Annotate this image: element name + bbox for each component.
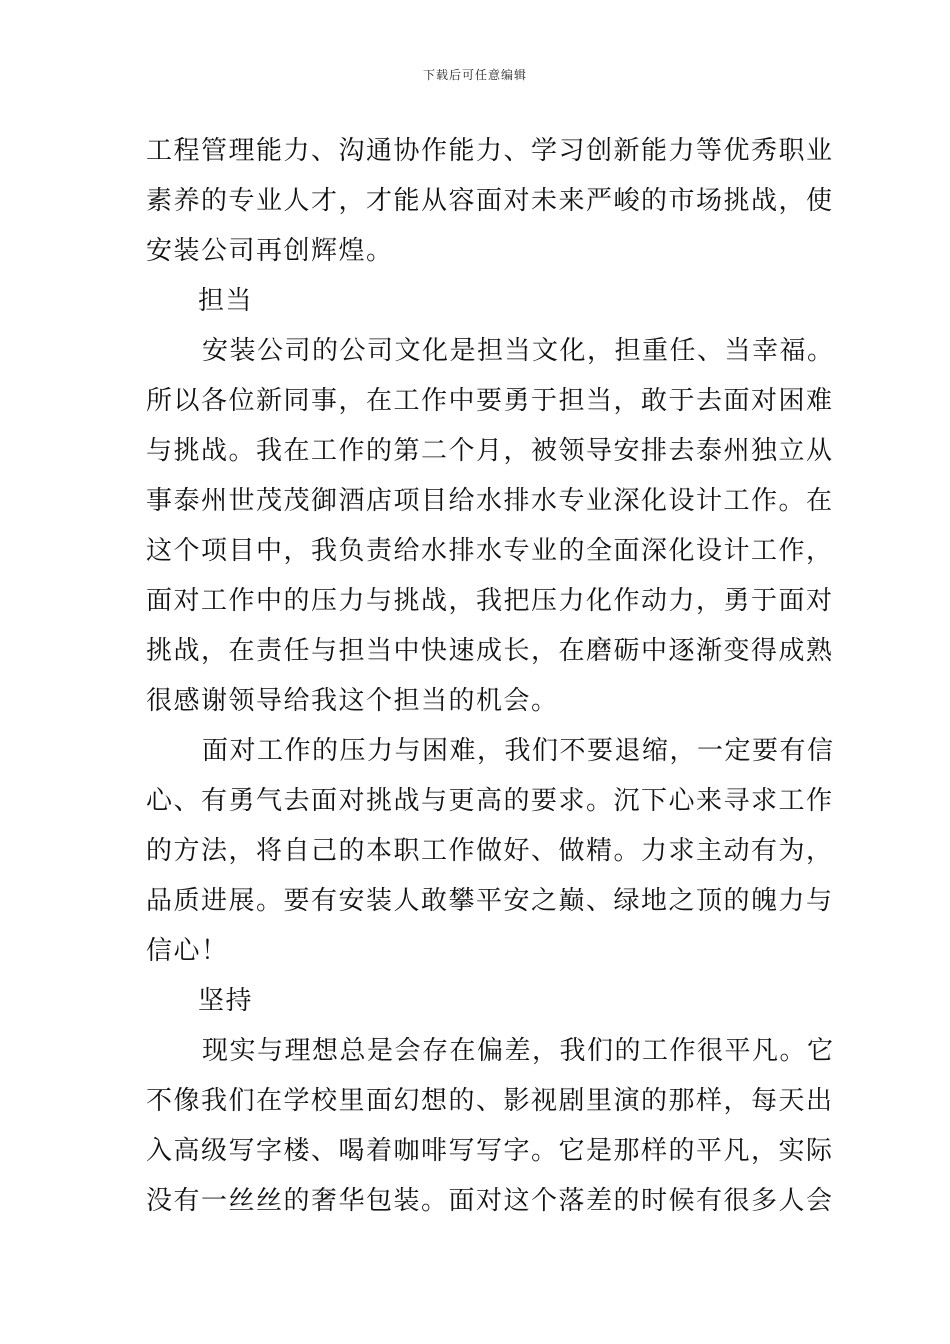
text-line: 所以各位新同事，在工作中要勇于担当，敢于去面对困难 (146, 386, 834, 416)
text-line: 不像我们在学校里面幻想的、影视剧里演的那样，每天出 (146, 1086, 834, 1116)
paragraph-first-line: 现实与理想总是会存在偏差，我们的工作很平凡。它 (202, 1036, 835, 1066)
text-line: 的方法，将自己的本职工作做好、做精。力求主动有为， (146, 836, 834, 866)
text-line: 没有一丝丝的奢华包装。面对这个落差的时候有很多人会 (146, 1186, 834, 1216)
text-line: 信心！ (146, 936, 229, 966)
text-line: 素养的专业人才，才能从容面对未来严峻的市场挑战，使 (146, 186, 834, 216)
text-line: 工程管理能力、沟通协作能力、学习创新能力等优秀职业 (146, 136, 834, 166)
text-line: 入高级写字楼、喝着咖啡写写字。它是那样的平凡，实际 (146, 1136, 834, 1166)
section-heading-jianchi: 坚持 (198, 986, 254, 1016)
paragraph-first-line: 面对工作的压力与困难，我们不要退缩，一定要有信 (202, 736, 835, 766)
text-line: 心、有勇气去面对挑战与更高的要求。沉下心来寻求工作 (146, 786, 834, 816)
text-line: 挑战，在责任与担当中快速成长，在磨砺中逐渐变得成熟 (146, 636, 834, 666)
text-line: 这个项目中，我负责给水排水专业的全面深化设计工作， (146, 536, 834, 566)
section-heading-dandang: 担当 (198, 286, 254, 316)
paragraph-first-line: 安装公司的公司文化是担当文化，担重任、当幸福。 (202, 336, 835, 366)
document-body (146, 126, 835, 1226)
text-line: 事泰州世茂茂御酒店项目给水排水专业深化设计工作。在 (146, 486, 834, 516)
text-line: 安装公司再创辉煌。 (146, 236, 394, 266)
text-line: 面对工作中的压力与挑战，我把压力化作动力，勇于面对 (146, 586, 834, 616)
text-line: 与挑战。我在工作的第二个月，被领导安排去泰州独立从 (146, 436, 834, 466)
text-line: 品质进展。要有安装人敢攀平安之巅、绿地之顶的魄力与 (146, 886, 834, 916)
header-note: 下载后可任意编辑 (422, 68, 527, 82)
text-line: 很感谢领导给我这个担当的机会。 (146, 686, 559, 716)
